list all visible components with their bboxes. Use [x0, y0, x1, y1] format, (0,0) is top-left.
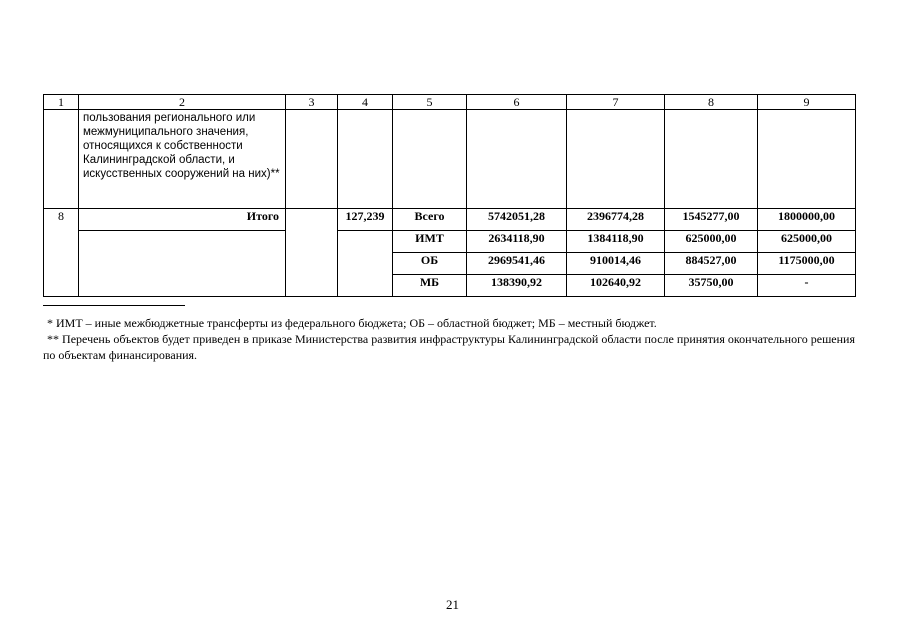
value-cell: 1545277,00 — [665, 209, 758, 231]
column-header: 3 — [286, 95, 338, 110]
source-label: Всего — [393, 209, 467, 231]
column-header: 5 — [393, 95, 467, 110]
total-row-imt — [44, 231, 856, 253]
value-cell: 2396774,28 — [567, 209, 665, 231]
value-cell: 1800000,00 — [758, 209, 856, 231]
value-cell: 910014,46 — [567, 253, 665, 275]
column-header: 9 — [758, 95, 856, 110]
value-cell: 5742051,28 — [467, 209, 567, 231]
empty-cell — [338, 253, 393, 275]
empty-cell — [567, 110, 665, 209]
column-header: 4 — [338, 95, 393, 110]
value-cell: 625000,00 — [665, 231, 758, 253]
empty-cell — [79, 231, 286, 253]
column-header: 1 — [44, 95, 79, 110]
value-cell: - — [758, 275, 856, 297]
value-cell: 1384118,90 — [567, 231, 665, 253]
empty-cell — [79, 253, 286, 275]
value-cell: 625000,00 — [758, 231, 856, 253]
total-row-all — [44, 209, 856, 231]
empty-cell — [758, 110, 856, 209]
empty-cell — [286, 209, 338, 297]
source-label: ИМТ — [393, 231, 467, 253]
source-label: МБ — [393, 275, 467, 297]
footnotes — [43, 315, 855, 363]
empty-cell — [338, 110, 393, 209]
object-description: пользования регионального или межмуниципального значения, относящихся к собственности Калининградской области, и искусственных сооружений на них)** — [79, 110, 286, 209]
total-row-ob — [44, 253, 856, 275]
value-cell: 2969541,46 — [467, 253, 567, 275]
column-header: 6 — [467, 95, 567, 110]
empty-cell — [286, 110, 338, 209]
total-row-mb — [44, 275, 856, 297]
column-header: 2 — [79, 95, 286, 110]
row-number: 8 — [44, 209, 79, 297]
value-cell: 102640,92 — [567, 275, 665, 297]
empty-cell — [79, 275, 286, 297]
source-label: ОБ — [393, 253, 467, 275]
value-cell: 1175000,00 — [758, 253, 856, 275]
empty-cell — [467, 110, 567, 209]
value-cell: 2634118,90 — [467, 231, 567, 253]
description-row — [44, 110, 856, 209]
page-number: 21 — [446, 597, 459, 612]
column-number-row — [44, 95, 856, 110]
total-label: Итого — [79, 209, 286, 231]
value-cell: 35750,00 — [665, 275, 758, 297]
footnote-abbreviations: * ИМТ – иные межбюджетные трансферты из федерального бюджета; ОБ – областной бюджет; МБ – местный бюджет. — [47, 316, 657, 330]
footnote-divider — [43, 305, 185, 306]
budget-table — [43, 94, 856, 297]
empty-cell — [665, 110, 758, 209]
empty-cell — [393, 110, 467, 209]
column-header: 7 — [567, 95, 665, 110]
empty-cell — [338, 231, 393, 253]
footnote-object-list: ** Перечень объектов будет приведен в приказе Министерства развития инфраструктуры Калининградской области после принятия окончательного решения по объектам финансирования. — [43, 332, 855, 362]
empty-cell — [338, 275, 393, 297]
value-cell: 138390,92 — [467, 275, 567, 297]
value-cell: 884527,00 — [665, 253, 758, 275]
column-header: 8 — [665, 95, 758, 110]
empty-cell — [44, 110, 79, 209]
total-length: 127,239 — [338, 209, 393, 231]
